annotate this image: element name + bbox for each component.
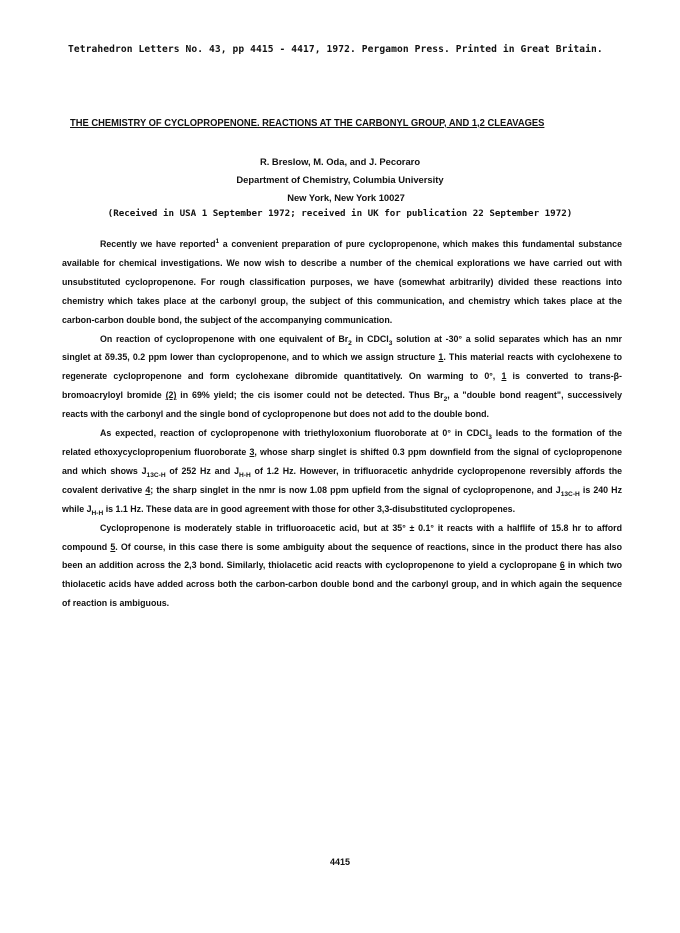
paragraph-4: Cyclopropenone is moderately stable in trifluoroacetic acid, but at 35° ± 0.1° it reacts with a halflife of 15.8 hr to afford compound 5. Of course, in this case there is some ambiguity about the sequence of reactions, since in the product there has also been an addition across the 2,3 bond. Similarly, thiolacetic acid reacts with cyclopropenone to yield a cyclopropane 6 in which two thiolacetic acids have added across both the carbon-carbon double bond and the carbonyl group, and in which again the sequence of reaction is ambiguous.	[62, 522, 622, 609]
page-number: 4415	[329, 857, 351, 867]
paragraph-2: On reaction of cyclopropenone with one equivalent of $Br_2$ in CDCl$_3$ solution at -30° a solid separates which has an nmr singlet at δ9.35, 0.2 ppm lower than cyclopropenone, and to which we assign structure 1. This material reacts with cyclohexene to regenerate cyclopropenone and form cyclohexane dibromide quantitatively. On warming to 0°, 1 is converted to trans-β-bromoacryloyl bromide (2) in 69% yield; the cis isomer could not be detected. Thus $Br_2$, a "double bond reagent", successively reacts with the carbonyl and the single bond of cyclopropenone but does not add to the double bond.	[62, 333, 623, 420]
journal-header: Tetrahedron Letters No. 43, pp 4415 - 4417, 1972. Pergamon Press. Printed in Great Britain.	[68, 44, 603, 55]
paragraph-3: As expected, reaction of cyclopropenone with triethyloxonium fluoroborate at 0° in CDCl$_3$ leads to the formation of the related ethoxycyclopropenium fluoroborate 3, whose sharp singlet is shifted 0.3 ppm downfield from the signal of cyclopropenone and which shows $J_{13C-H}$ of 252 Hz and $J_{H-H}$ of 1.2 Hz. However, in trifluoracetic anhydride cyclopropenone reversibly affords the covalent derivative 4; the sharp singlet in the nmr is now 1.08 ppm upfield from the signal of cyclopropenone, and $J_{13C-H}$ is 240 Hz while $J_{H-H}$ is 1.1 Hz. These data are in good agreement with those for other 3,3-disubstituted cyclopropenes.	[62, 428, 623, 517]
reference-marker: 1	[215, 238, 220, 246]
compound-ref-1: 1	[438, 352, 444, 363]
authors: R. Breslow, M. Oda, and J. Pecoraro	[259, 156, 421, 167]
compound-ref-3: 3	[249, 446, 255, 457]
compound-ref-5: 5	[110, 541, 116, 552]
article-title: THE CHEMISTRY OF CYCLOPROPENONE. REACTIONS AT THE CARBONYL GROUP, AND 1,2 CLEAVAGES	[70, 118, 545, 129]
address: New York, New York 10027	[287, 192, 405, 203]
compound-ref-2: (2)	[165, 390, 177, 401]
affiliation: Department of Chemistry, Columbia University	[236, 174, 444, 185]
compound-ref-1: 1	[501, 371, 507, 382]
article-body	[62, 235, 622, 613]
compound-ref-6: 6	[559, 560, 565, 571]
paragraph-1: Recently we have reported$^1$ a convenient preparation of pure cyclopropenone, which makes this fundamental substance available for chemical investigations. We now wish to describe a number of the chemical explorations we have carried out with unsubstituted cyclopropenone. For rough classification purposes, we have (somewhat arbitrarily) divided these reactions into chemistry which takes place at the carbonyl group, the subject of this communication, and chemistry which takes place at the carbon-carbon double bond, the subject of the accompanying communication.	[62, 238, 622, 325]
received-dates: (Received in USA 1 September 1972; received in UK for publication 22 September 1972)	[107, 208, 573, 219]
compound-ref-4: 4	[145, 484, 151, 495]
